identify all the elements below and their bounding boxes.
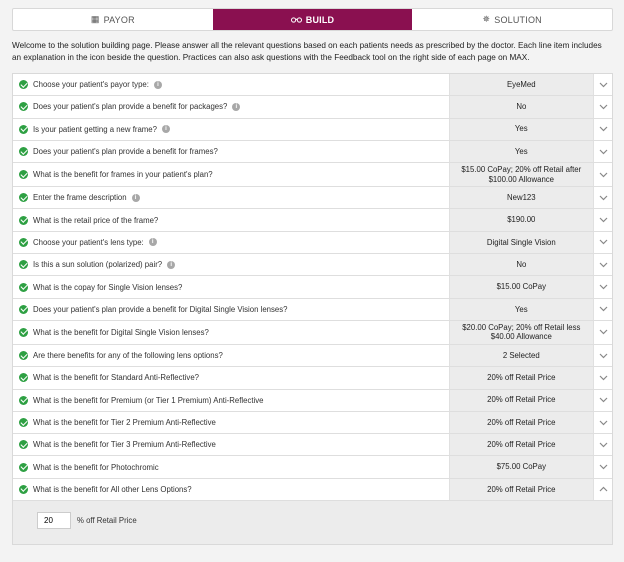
questions-panel bbox=[12, 73, 613, 545]
chevron-down-icon[interactable] bbox=[593, 434, 612, 455]
answer-value[interactable]: $15.00 CoPay bbox=[449, 276, 594, 297]
question-text: Does your patient's plan provide a benefit for frames? bbox=[33, 147, 218, 157]
check-circle-icon bbox=[19, 216, 28, 225]
answer-value[interactable]: $75.00 CoPay bbox=[449, 456, 594, 477]
tab-solution[interactable] bbox=[412, 9, 612, 30]
tab-build[interactable] bbox=[213, 9, 413, 30]
question-row[interactable] bbox=[13, 141, 612, 163]
percent-off-label: % off Retail Price bbox=[77, 515, 137, 525]
chevron-down-icon[interactable] bbox=[593, 345, 612, 366]
intro-text: Welcome to the solution building page. Please answer all the relevant questions based on each patients needs as prescribed by the doctor. Each line item includes an explanation in the icon beside the question. Practices can also ask questions with the Feedback tool on the right side of each page on MAX. bbox=[12, 41, 602, 62]
question-row[interactable] bbox=[13, 119, 612, 141]
check-circle-icon bbox=[19, 125, 28, 134]
check-circle-icon bbox=[19, 102, 28, 111]
answer-value[interactable]: Yes bbox=[449, 299, 594, 320]
check-circle-icon bbox=[19, 396, 28, 405]
question-cell bbox=[13, 141, 449, 162]
question-text: Is your patient getting a new frame? bbox=[33, 124, 157, 134]
answer-value[interactable]: $15.00 CoPay; 20% off Retail after $100.00 Allowance bbox=[449, 163, 594, 186]
benefit-input-row bbox=[13, 501, 612, 539]
info-icon[interactable]: i bbox=[132, 194, 140, 202]
info-icon[interactable]: i bbox=[149, 238, 157, 246]
question-text: What is the benefit for Premium (or Tier 1 Premium) Anti-Reflective bbox=[33, 395, 264, 405]
question-text: What is the benefit for Digital Single Vision lenses? bbox=[33, 327, 209, 337]
check-circle-icon bbox=[19, 238, 28, 247]
check-circle-icon bbox=[19, 351, 28, 360]
chevron-down-icon[interactable] bbox=[593, 96, 612, 117]
answer-value[interactable]: 2 Selected bbox=[449, 345, 594, 366]
answer-value[interactable]: 20% off Retail Price bbox=[449, 390, 594, 411]
question-cell bbox=[13, 367, 449, 388]
answer-value[interactable]: 20% off Retail Price bbox=[449, 434, 594, 455]
glasses-icon bbox=[291, 15, 302, 25]
answer-value[interactable]: EyeMed bbox=[449, 74, 594, 95]
question-row[interactable] bbox=[13, 390, 612, 412]
chevron-down-icon[interactable] bbox=[593, 74, 612, 95]
question-row[interactable] bbox=[13, 209, 612, 231]
question-cell bbox=[13, 479, 449, 500]
percent-off-input[interactable] bbox=[37, 512, 71, 529]
question-text: Is this a sun solution (polarized) pair? bbox=[33, 260, 163, 270]
answer-value[interactable]: Digital Single Vision bbox=[449, 232, 594, 253]
question-row[interactable] bbox=[13, 321, 612, 345]
chevron-down-icon[interactable] bbox=[593, 141, 612, 162]
question-row[interactable] bbox=[13, 456, 612, 478]
question-row[interactable] bbox=[13, 412, 612, 434]
check-circle-icon bbox=[19, 463, 28, 472]
check-circle-icon bbox=[19, 328, 28, 337]
question-row[interactable] bbox=[13, 254, 612, 276]
question-cell bbox=[13, 299, 449, 320]
check-circle-icon bbox=[19, 260, 28, 269]
question-cell bbox=[13, 232, 449, 253]
chevron-down-icon[interactable] bbox=[593, 390, 612, 411]
question-cell bbox=[13, 434, 449, 455]
check-circle-icon bbox=[19, 373, 28, 382]
question-text: Choose your patient's lens type: bbox=[33, 237, 144, 247]
chevron-down-icon[interactable] bbox=[593, 209, 612, 230]
question-text: What is the benefit for All other Lens Options? bbox=[33, 484, 192, 494]
chevron-down-icon[interactable] bbox=[593, 232, 612, 253]
check-circle-icon bbox=[19, 147, 28, 156]
question-row[interactable] bbox=[13, 74, 612, 96]
question-text: Choose your patient's payor type: bbox=[33, 80, 149, 90]
question-cell bbox=[13, 321, 449, 344]
chevron-down-icon[interactable] bbox=[593, 187, 612, 208]
question-cell bbox=[13, 456, 449, 477]
question-text: What is the benefit for Tier 2 Premium Anti-Reflective bbox=[33, 418, 216, 427]
question-cell bbox=[13, 412, 449, 433]
answer-value[interactable]: $190.00 bbox=[449, 209, 594, 230]
chevron-down-icon[interactable] bbox=[593, 412, 612, 433]
question-cell bbox=[13, 119, 449, 140]
tab-payor[interactable] bbox=[13, 9, 213, 30]
check-circle-icon bbox=[19, 170, 28, 179]
question-text: Are there benefits for any of the following lens options? bbox=[33, 351, 223, 361]
check-circle-icon bbox=[19, 485, 28, 494]
chevron-down-icon[interactable] bbox=[593, 163, 612, 186]
answer-value[interactable]: No bbox=[449, 254, 594, 275]
check-circle-icon bbox=[19, 193, 28, 202]
question-cell bbox=[13, 96, 449, 117]
question-row[interactable] bbox=[13, 434, 612, 456]
question-cell bbox=[13, 345, 449, 366]
answer-value[interactable]: $20.00 CoPay; 20% off Retail less $40.00 Allowance bbox=[449, 321, 594, 344]
answer-value[interactable]: 20% off Retail Price bbox=[449, 367, 594, 388]
check-circle-icon bbox=[19, 80, 28, 89]
info-icon[interactable]: i bbox=[167, 261, 175, 269]
check-circle-icon bbox=[19, 305, 28, 314]
question-text: Does your patient's plan provide a benefit for Digital Single Vision lenses? bbox=[33, 304, 288, 314]
chevron-down-icon[interactable] bbox=[593, 321, 612, 344]
answer-value[interactable]: Yes bbox=[449, 119, 594, 140]
question-cell bbox=[13, 390, 449, 411]
chevron-down-icon[interactable] bbox=[593, 119, 612, 140]
info-icon[interactable]: i bbox=[232, 103, 240, 111]
tab-build-label: BUILD bbox=[305, 14, 335, 25]
chevron-down-icon[interactable] bbox=[593, 276, 612, 297]
answer-value[interactable]: New123 bbox=[449, 187, 594, 208]
question-row[interactable] bbox=[13, 276, 612, 298]
question-text: What is the benefit for Standard Anti-Reflective? bbox=[33, 373, 199, 383]
building-icon: ▦ bbox=[90, 14, 100, 24]
sparkle-icon: ✵ bbox=[482, 14, 491, 24]
question-text: What is the benefit for frames in your patient's plan? bbox=[33, 170, 213, 180]
question-cell bbox=[13, 74, 449, 95]
question-text: What is the retail price of the frame? bbox=[33, 215, 159, 225]
question-cell bbox=[13, 276, 449, 297]
question-text: Does your patient's plan provide a benefit for packages? bbox=[33, 102, 228, 112]
question-row[interactable] bbox=[13, 96, 612, 118]
question-text: Enter the frame description bbox=[33, 193, 127, 203]
chevron-down-icon[interactable] bbox=[593, 367, 612, 388]
answer-value[interactable]: No bbox=[449, 96, 594, 117]
question-row[interactable] bbox=[13, 299, 612, 321]
chevron-down-icon[interactable] bbox=[593, 299, 612, 320]
question-row[interactable] bbox=[13, 163, 612, 187]
info-icon[interactable]: i bbox=[162, 125, 170, 133]
answer-value[interactable]: 20% off Retail Price bbox=[449, 479, 594, 500]
answer-value[interactable]: 20% off Retail Price bbox=[449, 412, 594, 433]
question-text: What is the benefit for Tier 3 Premium Anti-Reflective bbox=[33, 440, 216, 450]
check-circle-icon bbox=[19, 283, 28, 292]
question-row[interactable] bbox=[13, 479, 612, 501]
question-text: What is the copay for Single Vision lenses? bbox=[33, 282, 183, 292]
check-circle-icon bbox=[19, 440, 28, 449]
chevron-up-icon[interactable] bbox=[593, 479, 612, 500]
tab-solution-label: SOLUTION bbox=[494, 14, 542, 25]
question-text: What is the benefit for Photochromic bbox=[33, 462, 159, 472]
chevron-down-icon[interactable] bbox=[593, 254, 612, 275]
answer-value[interactable]: Yes bbox=[449, 141, 594, 162]
check-circle-icon bbox=[19, 418, 28, 427]
question-row[interactable] bbox=[13, 345, 612, 367]
question-cell bbox=[13, 163, 449, 186]
question-row[interactable] bbox=[13, 367, 612, 389]
info-icon[interactable]: i bbox=[154, 81, 162, 89]
question-cell bbox=[13, 187, 449, 208]
question-cell bbox=[13, 254, 449, 275]
chevron-down-icon[interactable] bbox=[593, 456, 612, 477]
tab-bar bbox=[12, 8, 613, 31]
question-row[interactable] bbox=[13, 187, 612, 209]
question-row[interactable] bbox=[13, 232, 612, 254]
tab-payor-label: PAYOR bbox=[103, 14, 135, 25]
question-cell bbox=[13, 209, 449, 230]
